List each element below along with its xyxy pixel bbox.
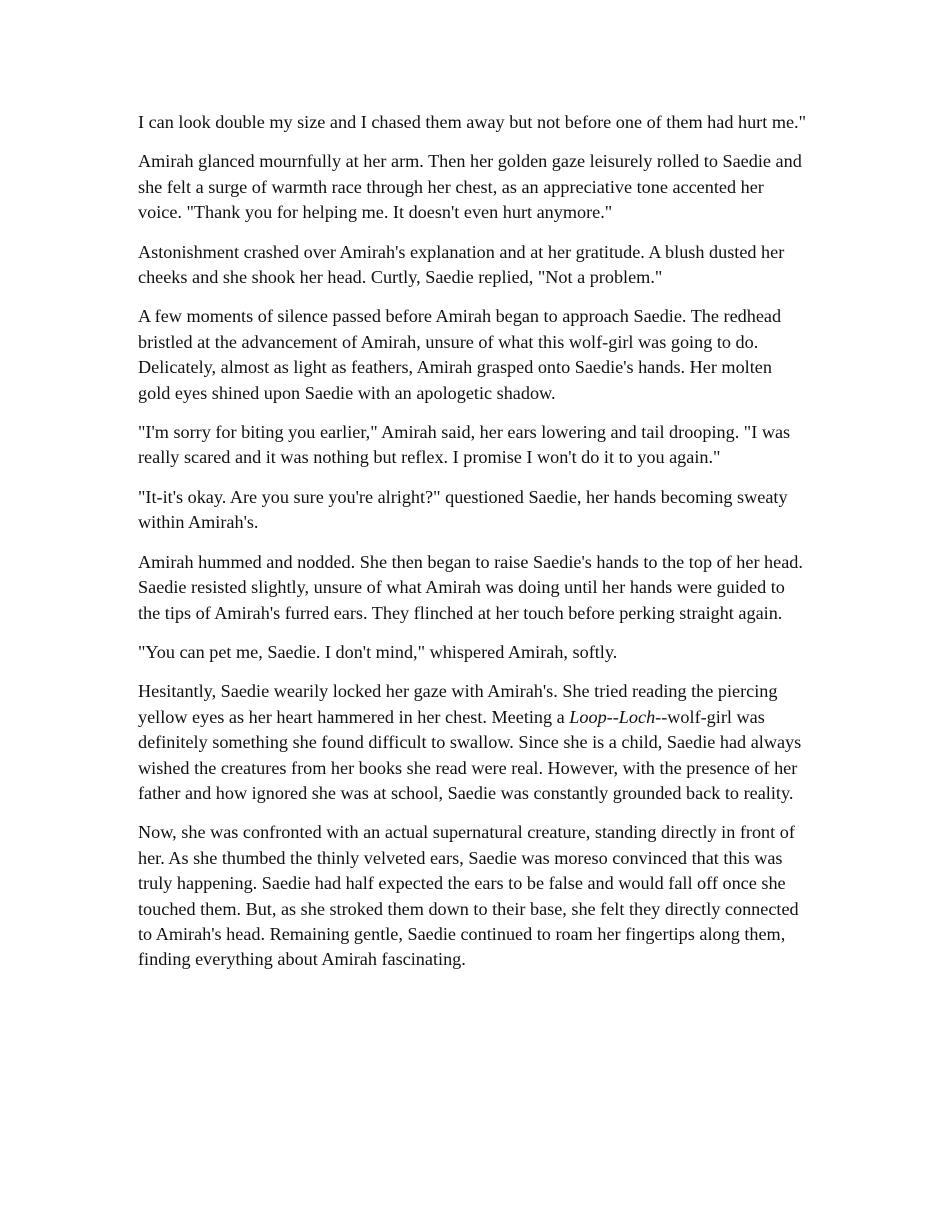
italic-term: Loop--Loch xyxy=(569,706,656,727)
paragraph: Now, she was confronted with an actual supernatural creature, standing directly in front of her. As she thumbed the thinly velveted ears, Saedie was moreso convinced that this was truly happening. Saedie had half expected the ears to be false and would fall off once she touched them. But, as she stroked them down to their base, she felt they directly connected to Amirah's head. Remaining gentle, Saedie continued to roam her fingertips along them, finding everything about Amirah fascinating. xyxy=(138,822,799,970)
paragraph: Amirah hummed and nodded. She then began to raise Saedie's hands to the top of her head. Saedie resisted slightly, unsure of what Amirah was doing until her hands were guided to the tips of Amirah's furred ears. They flinched at her touch before perking straight again. xyxy=(138,551,803,623)
paragraph-text: --wolf-girl was definitely something she found difficult to swallow. Since she is a child, Saedie had always wished the creatures from her books she read were real. However, with the presence of her father and how ignored she was at school, Saedie was constantly grounded back to reality. xyxy=(138,706,802,803)
paragraph: A few moments of silence passed before Amirah began to approach Saedie. The redhead bristled at the advancement of Amirah, unsure of what this wolf-girl was going to do. Delicately, almost as light as feathers, Amirah grasped onto Saedie's hands. Her molten gold eyes shined upon Saedie with an apologetic shadow. xyxy=(138,306,782,403)
paragraph: "It-it's okay. Are you sure you're alright?" questioned Saedie, her hands becoming sweaty within Amirah's. xyxy=(138,486,788,533)
paragraph: "You can pet me, Saedie. I don't mind," whispered Amirah, softly. xyxy=(138,641,618,662)
document-page xyxy=(138,110,808,973)
paragraph: Amirah glanced mournfully at her arm. Then her golden gaze leisurely rolled to Saedie and she felt a surge of warmth race through her chest, as an appreciative tone accented her voice. "Thank you for helping me. It doesn't even hurt anymore." xyxy=(138,151,802,223)
paragraph: Astonishment crashed over Amirah's explanation and at her gratitude. A blush dusted her cheeks and she shook her head. Curtly, Saedie replied, "Not a problem." xyxy=(138,241,785,288)
paragraph: I can look double my size and I chased them away but not before one of them had hurt me." xyxy=(138,112,807,132)
paragraph-text: Hesitantly, Saedie wearily locked her gaze with Amirah's. She tried reading the piercing yellow eyes as her heart hammered in her chest. Meeting a xyxy=(138,681,778,727)
paragraph: "I'm sorry for biting you earlier," Amirah said, her ears lowering and tail drooping. "I was really scared and it was nothing but reflex. I promise I won't do it to you again." xyxy=(138,422,791,468)
paragraph xyxy=(138,679,808,806)
